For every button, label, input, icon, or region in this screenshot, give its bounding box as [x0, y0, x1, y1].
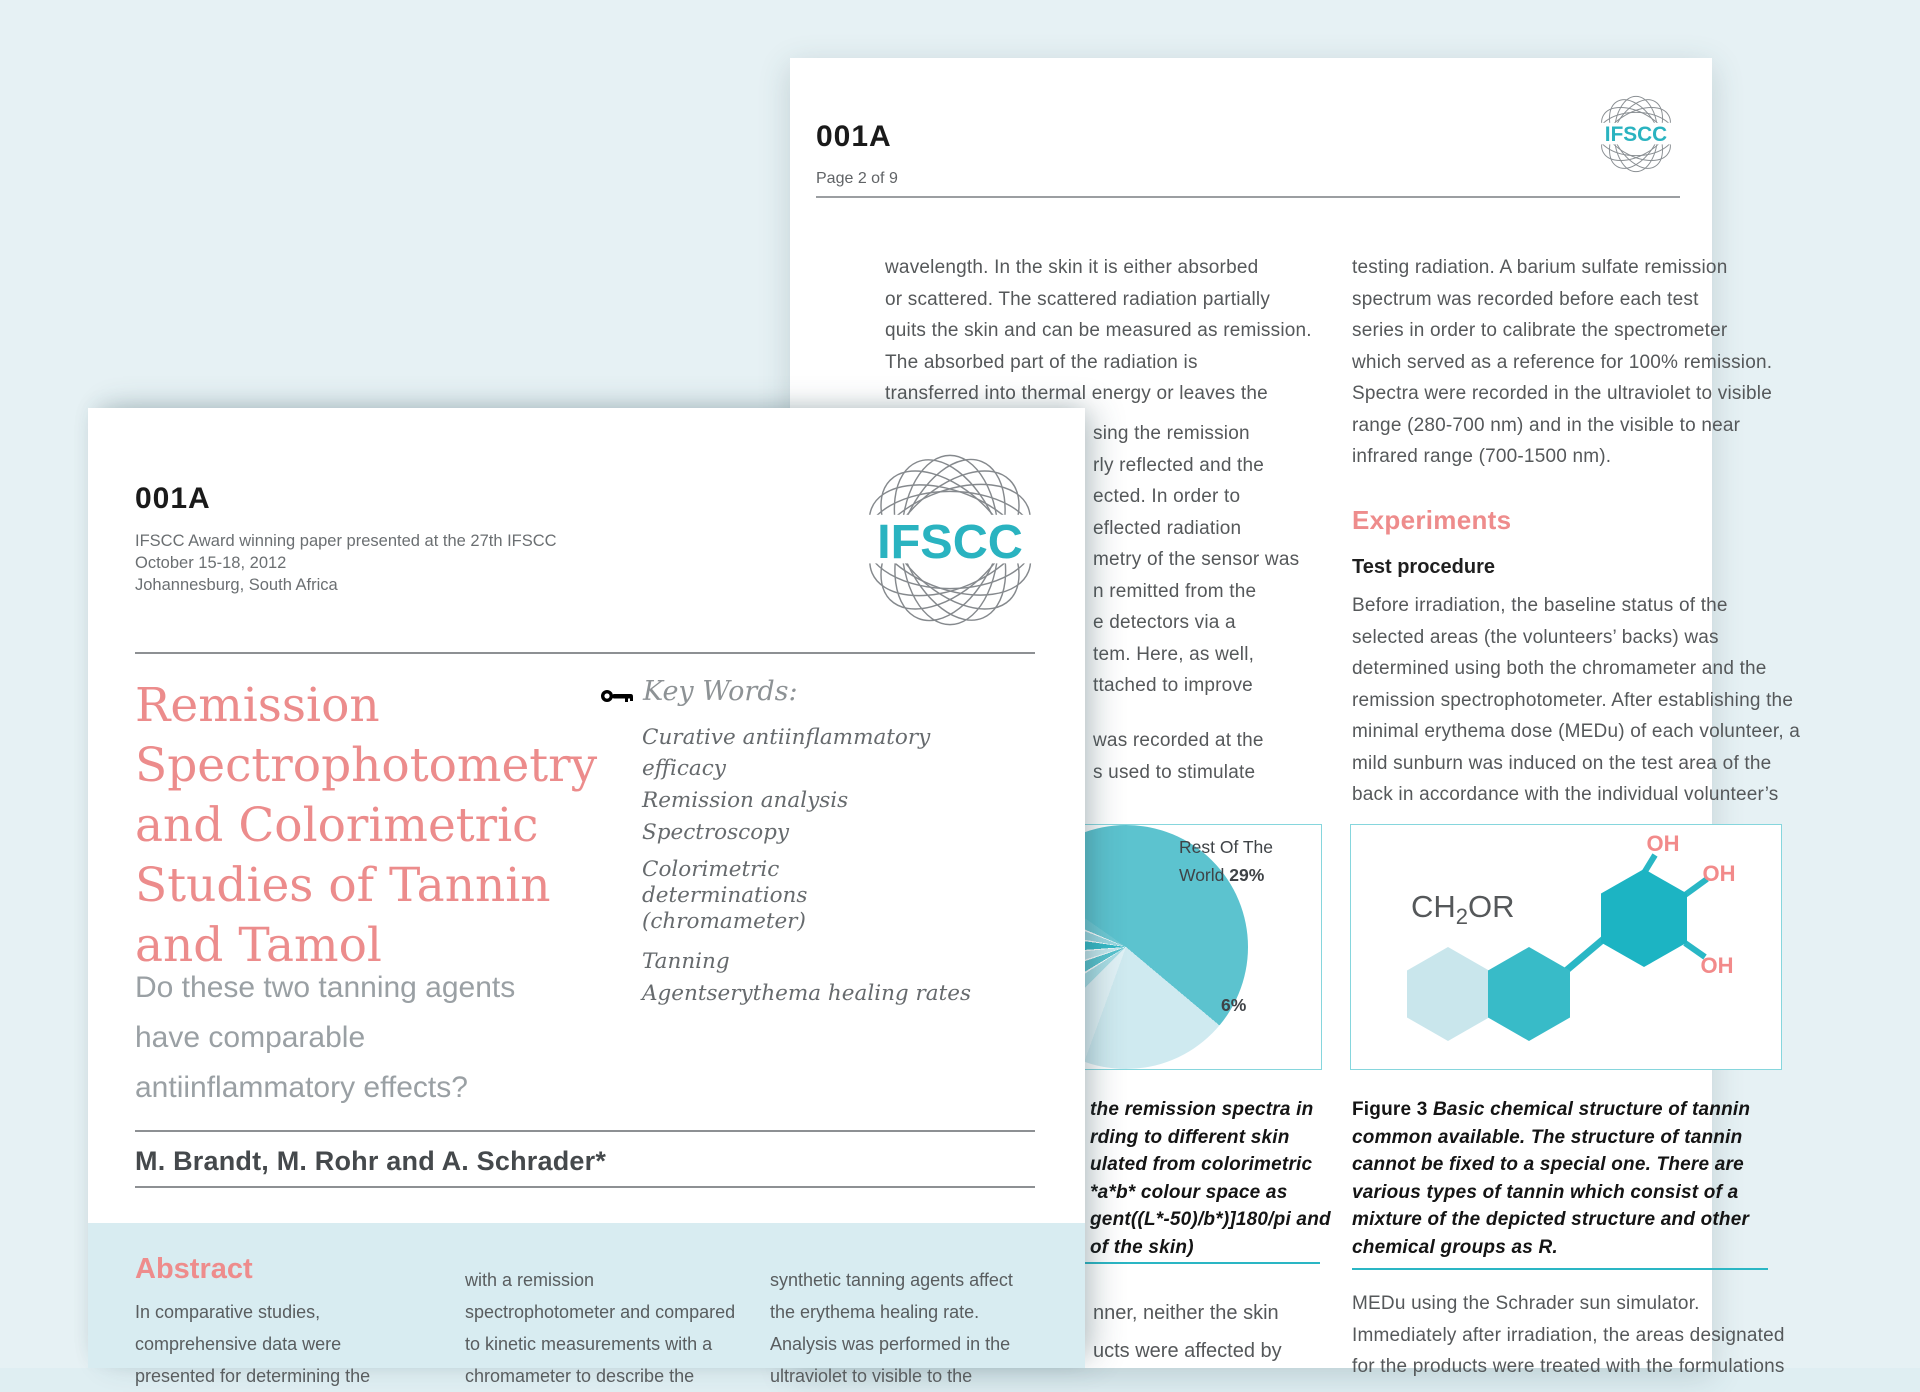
figure-2-caption-fragments — [1090, 1096, 1331, 1262]
occluded-line-fragment: sing the remission — [1093, 423, 1250, 444]
caption-line-fragment: *a*b* colour space as — [1090, 1181, 1288, 1203]
body-line: Immediately after irradiation, the areas designated — [1352, 1324, 1785, 1346]
occluded-line-fragment: rly reflected and the — [1093, 454, 1265, 476]
key-icon — [600, 686, 636, 706]
caption-line: mixture of the depicted structure and other — [1352, 1209, 1750, 1231]
occluded-line-fragment: ected. In order to — [1093, 486, 1241, 507]
body-line: series in order to calibrate the spectrometer — [1352, 320, 1728, 341]
hexagon-teal-1 — [1488, 947, 1570, 1041]
meta-line: IFSCC Award winning paper presented at the 27th IFSCC — [135, 532, 557, 550]
oh-label-top: OH — [1646, 831, 1680, 856]
paper-subtitle — [135, 963, 515, 1113]
body-line: for the products were treated with the formulations — [1352, 1356, 1785, 1377]
paper-title — [135, 676, 597, 976]
pie-slice-label-small: 6% — [1221, 995, 1247, 1015]
title-line: and Colorimetric — [135, 798, 539, 853]
test-procedure-paragraph — [1352, 590, 1800, 811]
meta-line: October 15-18, 2012 — [135, 554, 287, 572]
ifscc-logo-text: IFSCC — [877, 515, 1023, 569]
occluded-line-fragment: was recorded at the — [1093, 730, 1264, 751]
back-doc-id: 001A — [816, 120, 892, 153]
abstract-col-1 — [135, 1296, 370, 1392]
caption-line-fragment: rding to different skin — [1090, 1126, 1290, 1148]
ifscc-logo-large — [860, 450, 1040, 630]
figure-3-caption: Figure 3 Basic chemical structure of tannin common available. The structure of tannin cannot be fixed to a special one. There are various types of tannin which consist of a mixture of the depicted structure and other chemical groups as R. — [1352, 1096, 1750, 1262]
abstract-line: to kinetic measurements with a — [465, 1334, 713, 1354]
authors-rule-top — [135, 1130, 1035, 1132]
occluded-line-fragment: n remitted from the — [1093, 580, 1257, 602]
authors-line: M. Brandt, M. Rohr and A. Schrader* — [135, 1146, 607, 1176]
oh-label-right: OH — [1702, 861, 1736, 886]
ifscc-logo-small — [1596, 94, 1676, 174]
body-line: quits the skin and can be measured as remission. — [885, 320, 1312, 341]
ifscc-logo-mesh-icon — [860, 450, 1040, 630]
meta-line: Johannesburg, South Africa — [135, 576, 338, 594]
front-rule-top — [135, 652, 1035, 654]
abstract-line: ultraviolet to visible to the — [770, 1366, 973, 1386]
abstract-col-3 — [770, 1264, 1013, 1392]
abstract-line: comprehensive data were — [135, 1334, 342, 1354]
caption-line: various types of tannin which consist of a — [1352, 1181, 1739, 1203]
hexagon-pale — [1407, 947, 1489, 1041]
pie-slice-percent: 29% — [1229, 865, 1265, 885]
occluded-line-fragment: tem. Here, as well, — [1093, 643, 1255, 665]
keyword-item: Colorimetric determinations (chromameter) — [642, 857, 808, 934]
caption-line: common available. The structure of tannin — [1352, 1126, 1743, 1148]
keyword-item: Spectroscopy — [642, 820, 790, 845]
title-line: Studies of Tannin — [135, 858, 551, 913]
body-line: determined using both the chromameter and the — [1352, 658, 1767, 679]
back-right-column — [1352, 252, 1772, 473]
body-line: Before irradiation, the baseline status of the — [1352, 595, 1728, 616]
keyword-item: Remission analysis — [642, 788, 849, 813]
body-line: MEDu using the Schrader sun simulator. — [1352, 1293, 1700, 1314]
occluded-line-fragment: ucts were affected by — [1093, 1340, 1282, 1362]
back-left-column — [885, 252, 1312, 410]
subtitle-line: have comparable — [135, 1021, 366, 1054]
body-line: or scattered. The scattered radiation partially — [885, 288, 1271, 310]
caption-line: chemical groups as R. — [1352, 1236, 1558, 1258]
abstract-heading: Abstract — [135, 1253, 253, 1285]
ifscc-logo-text: IFSCC — [1604, 123, 1668, 147]
caption-line-fragment: gent((L*-50)/b*)]180/pi and — [1090, 1209, 1331, 1231]
back-header-rule — [816, 196, 1680, 198]
hexagon-teal-2 — [1601, 869, 1687, 967]
caption-line-fragment: of the skin) — [1090, 1236, 1194, 1258]
authors-rule-bottom — [135, 1186, 1035, 1188]
back-left-column-fragments — [1093, 418, 1299, 702]
back-bottom-left-fragments — [1093, 1294, 1282, 1370]
caption-line: cannot be fixed to a special one. There are — [1352, 1154, 1744, 1176]
body-line: minimal erythema dose (MEDu) of each volunteer, a — [1352, 721, 1801, 742]
abstract-line: Analysis was performed in the — [770, 1334, 1011, 1354]
body-line: transferred into thermal energy or leaves the — [885, 383, 1268, 404]
test-procedure-subheading: Test procedure — [1352, 556, 1495, 578]
abstract-band — [88, 1223, 1085, 1386]
body-line: wavelength. In the skin it is either absorbed — [885, 257, 1259, 278]
occluded-line-fragment: e detectors via a — [1093, 612, 1236, 633]
body-line: testing radiation. A barium sulfate remission — [1352, 257, 1728, 278]
front-page — [88, 408, 1085, 1386]
body-line: range (280-700 nm) and in the visible to near — [1352, 414, 1741, 436]
keyword-item: Curative antiinflammatory efficacy — [642, 725, 931, 781]
oh-label-bottom: OH — [1700, 953, 1734, 978]
occluded-line-fragment: ttached to improve — [1093, 675, 1253, 696]
abstract-line: In comparative studies, — [135, 1302, 321, 1322]
caption-line-fragment: the remission spectra in — [1090, 1099, 1314, 1120]
abstract-line: with a remission — [465, 1270, 595, 1290]
abstract-line: the erythema healing rate. — [770, 1302, 980, 1322]
body-line: The absorbed part of the radiation is — [885, 351, 1198, 373]
body-line: which served as a reference for 100% remission. — [1352, 351, 1773, 373]
abstract-line: presented for determining the — [135, 1366, 371, 1386]
body-line: infrared range (700-1500 nm). — [1352, 446, 1612, 467]
front-meta — [135, 530, 557, 596]
body-line: spectrum was recorded before each test — [1352, 288, 1699, 310]
occluded-line-fragment: s used to stimulate — [1093, 761, 1256, 783]
back-bottom-right-text — [1352, 1288, 1785, 1383]
back-left-column-fragments-2 — [1093, 725, 1264, 788]
caption-line-fragment: ulated from colorimetric — [1090, 1154, 1313, 1176]
back-page-number: Page 2 of 9 — [816, 170, 898, 187]
body-line: remission spectrophotometer. After establishing the — [1352, 689, 1794, 711]
body-line: mild sunburn was induced on the test area of the — [1352, 752, 1772, 774]
subtitle-line: antiinflammatory effects? — [135, 1071, 468, 1104]
title-line: Spectrophotometry — [135, 738, 598, 793]
keywords-heading: Key Words: — [643, 676, 798, 707]
abstract-col-2 — [465, 1264, 735, 1392]
figure-3-divider — [1352, 1268, 1768, 1270]
occluded-line-fragment: metry of the sensor was — [1093, 549, 1300, 570]
body-line: selected areas (the volunteers’ backs) was — [1352, 626, 1719, 648]
experiments-heading: Experiments — [1352, 505, 1512, 535]
ifscc-logo-mesh-icon — [1596, 94, 1676, 174]
title-line: Remission — [135, 678, 380, 733]
subtitle-line: Do these two tanning agents — [135, 971, 516, 1004]
abstract-line: synthetic tanning agents affect — [770, 1270, 1013, 1290]
front-doc-id: 001A — [135, 482, 211, 515]
occluded-line-fragment: nner, neither the skin — [1093, 1302, 1279, 1324]
keyword-item: Tanning — [642, 949, 730, 974]
formula-ch2or: $CH_2OR$ — [1411, 889, 1515, 929]
occluded-line-fragment: eflected radiation — [1093, 517, 1242, 539]
tannin-structure-icon — [1351, 825, 1781, 1069]
body-line: Spectra were recorded in the ultraviolet to visible — [1352, 383, 1772, 404]
title-line: and Tamol — [135, 918, 382, 973]
keyword-item: Agentserythema healing rates — [642, 981, 972, 1006]
figure-3-label: Figure 3 — [1352, 1099, 1433, 1120]
abstract-line: chromameter to describe the — [465, 1366, 695, 1386]
body-line: back in accordance with the individual volunteer’s — [1352, 784, 1779, 805]
pie-slice-label-rest-of-world: Rest Of The World 29% — [1179, 837, 1274, 885]
figure-3-chem-structure — [1350, 824, 1782, 1070]
keywords-list — [642, 722, 972, 1010]
abstract-line: spectrophotometer and compared — [465, 1302, 736, 1322]
